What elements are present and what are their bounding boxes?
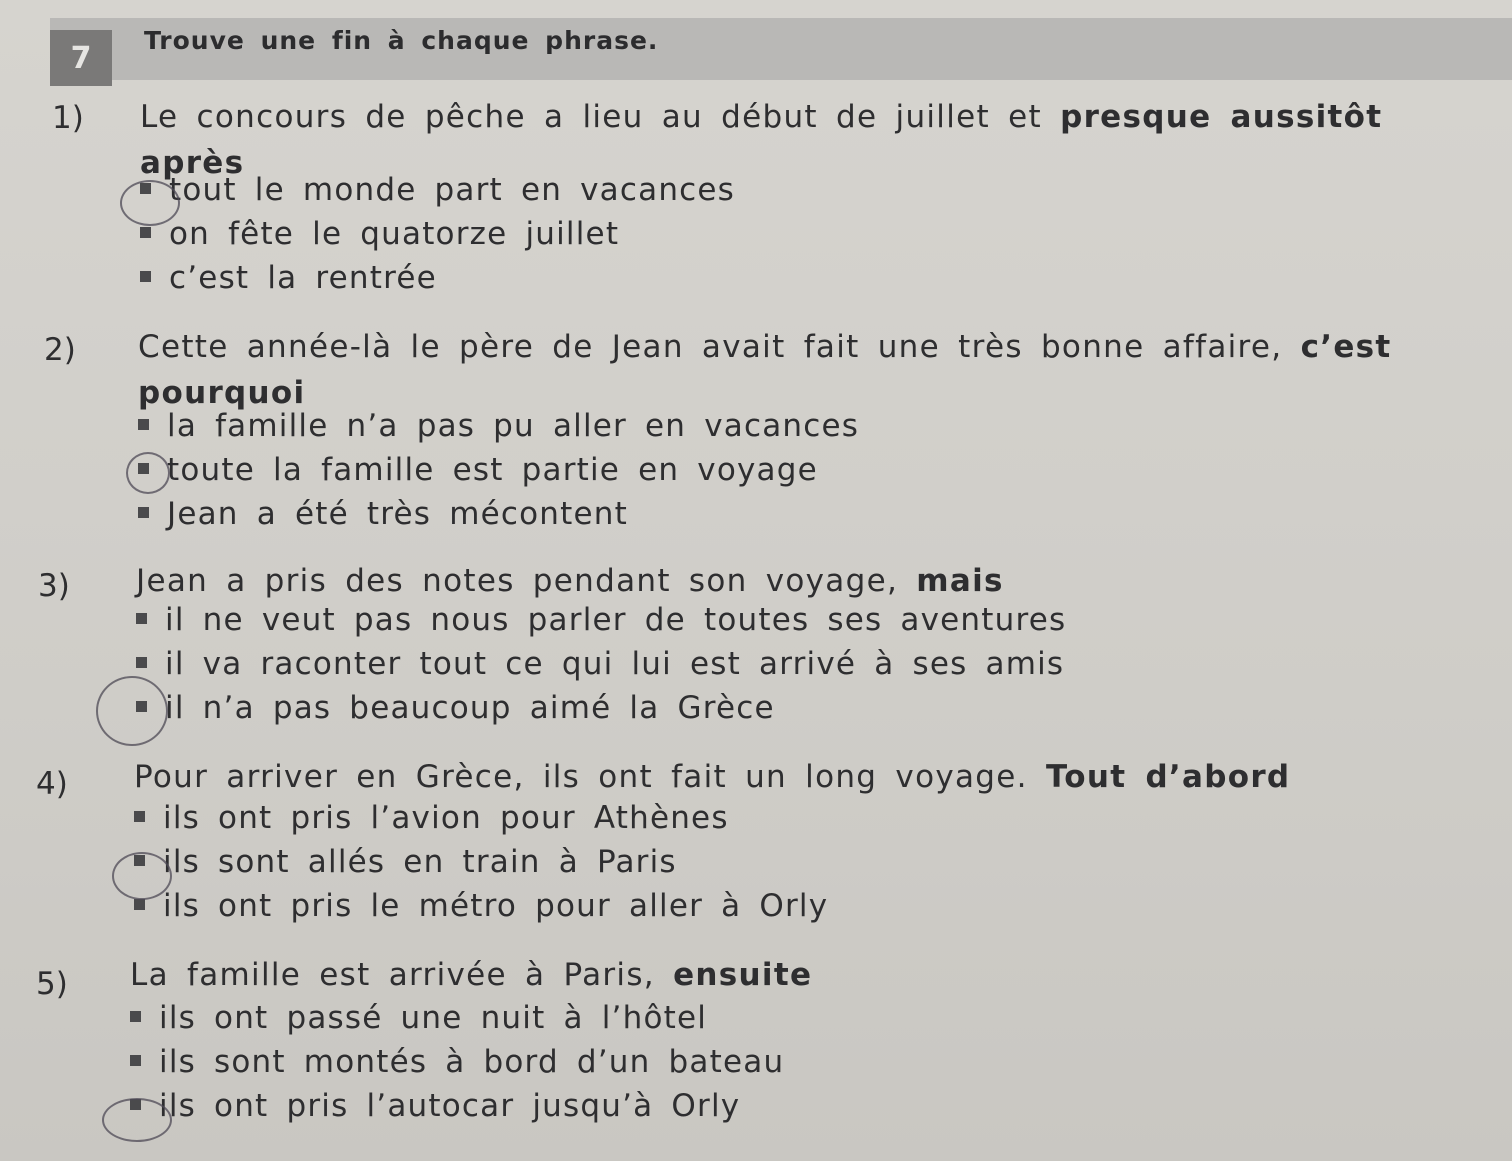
pen-circle-mark: [112, 852, 172, 900]
question-text: [136, 558, 1466, 604]
question-text: [130, 952, 1460, 998]
question-connector: Tout d’abord: [1045, 759, 1291, 795]
question-number: 5): [36, 966, 68, 1002]
option-5-2[interactable]: [130, 1044, 784, 1088]
question-stem: Pour arriver en Grèce, ils ont fait un long voyage.: [134, 759, 1028, 795]
option-5-1[interactable]: [130, 1000, 707, 1044]
bullet-icon: [138, 507, 149, 518]
option-3-2[interactable]: [136, 646, 1064, 690]
option-2-2[interactable]: [138, 452, 818, 496]
option-1-1[interactable]: [140, 172, 735, 216]
question-connector: ensuite: [673, 957, 813, 993]
bullet-icon: [140, 227, 151, 238]
option-2-1[interactable]: [138, 408, 859, 452]
pen-circle-mark: [102, 1098, 172, 1142]
question-number: 2): [44, 332, 76, 368]
option-label: ils sont montés à bord d’un bateau: [159, 1044, 785, 1080]
question-text: [138, 324, 1468, 416]
bullet-icon: [136, 657, 147, 668]
option-label: ils ont pris le métro pour aller à Orly: [163, 888, 829, 924]
option-label: ils ont pris l’autocar jusqu’à Orly: [159, 1088, 741, 1124]
question-connector: c’est pourquoi: [138, 329, 1392, 411]
pen-circle-mark: [120, 180, 180, 226]
option-4-2[interactable]: [134, 844, 677, 888]
option-label: tout le monde part en vacances: [169, 172, 736, 208]
option-label: ils sont allés en train à Paris: [163, 844, 677, 880]
question-number: 1): [52, 100, 84, 136]
question-number: 3): [38, 568, 70, 604]
question-stem: Le concours de pêche a lieu au début de juillet et: [140, 99, 1042, 135]
option-1-3[interactable]: [140, 260, 437, 304]
question-connector: mais: [916, 563, 1004, 599]
bullet-icon: [130, 1055, 141, 1066]
bullet-icon: [134, 811, 145, 822]
option-4-3[interactable]: [134, 888, 828, 932]
option-label: c’est la rentrée: [169, 260, 437, 296]
option-label: la famille n’a pas pu aller en vacances: [167, 408, 860, 444]
option-label: il va raconter tout ce qui lui est arrivé à ses amis: [165, 646, 1065, 682]
question-connector: presque aussitôt après: [140, 99, 1383, 181]
question-number: 4): [36, 766, 68, 802]
option-3-3[interactable]: [136, 690, 775, 734]
option-3-1[interactable]: [136, 602, 1066, 646]
option-4-1[interactable]: [134, 800, 729, 844]
bullet-icon: [138, 419, 149, 430]
pen-circle-mark: [126, 452, 170, 494]
option-2-3[interactable]: [138, 496, 628, 540]
bullet-icon: [140, 271, 151, 282]
bullet-icon: [136, 613, 147, 624]
pen-circle-mark: [96, 676, 168, 746]
option-label: Jean a été très mécontent: [167, 496, 628, 532]
question-text: [134, 754, 1464, 800]
option-label: on fête le quatorze juillet: [169, 216, 620, 252]
option-label: toute la famille est partie en voyage: [167, 452, 818, 488]
question-stem: Jean a pris des notes pendant son voyage,: [136, 563, 899, 599]
option-1-2[interactable]: [140, 216, 619, 260]
exercise-number: 7: [50, 30, 112, 86]
option-5-3[interactable]: [130, 1088, 740, 1132]
option-label: il n’a pas beaucoup aimé la Grèce: [165, 690, 775, 726]
option-label: ils ont pris l’avion pour Athènes: [163, 800, 729, 836]
bullet-icon: [134, 899, 145, 910]
option-label: il ne veut pas nous parler de toutes ses aventures: [165, 602, 1067, 638]
bullet-icon: [130, 1011, 141, 1022]
option-label: ils ont passé une nuit à l’hôtel: [159, 1000, 708, 1036]
question-stem: Cette année-là le père de Jean avait fait une très bonne affaire,: [138, 329, 1283, 365]
question-stem: La famille est arrivée à Paris,: [130, 957, 655, 993]
exercise-instruction: Trouve une fin à chaque phrase.: [144, 26, 659, 55]
